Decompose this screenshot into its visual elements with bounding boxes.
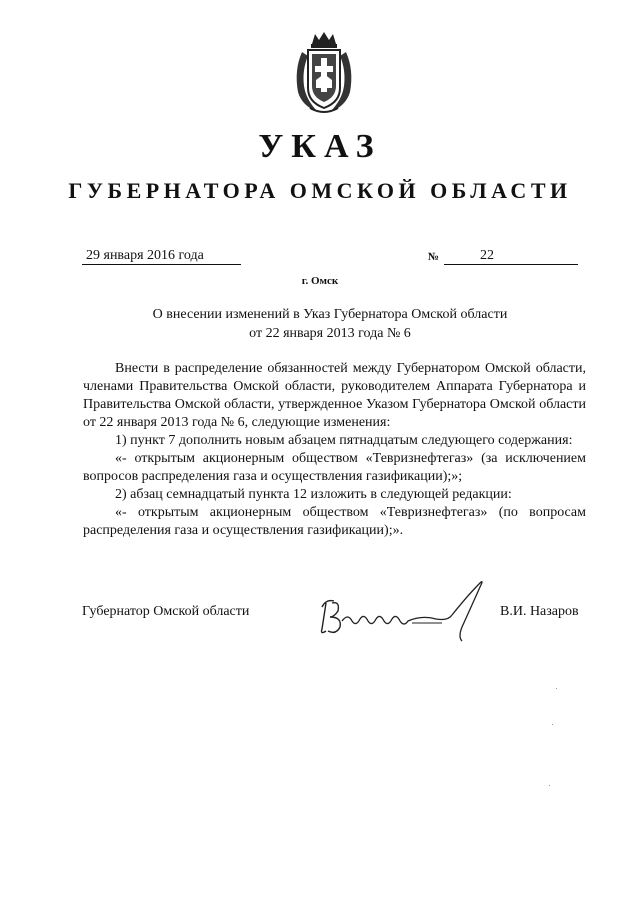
decree-date: 29 января 2016 года <box>82 247 241 265</box>
body-paragraph: Внести в распределение обязанностей между Губернатором Омской области, членами Правительства Омской области, руководителем Аппарата Губернатора и Правительства Омской области, утвержденное Указом Губернатора Омской области от 22 января 2013 года № 6, следующие изменения: <box>83 361 586 430</box>
subject-line-2: от 22 января 2013 года № 6 <box>249 326 411 341</box>
subject-line-1: О внесении изменений в Указ Губернатора Омской области <box>152 307 508 322</box>
scan-speck <box>549 785 550 786</box>
decree-body <box>83 360 586 540</box>
handwritten-signature-icon <box>312 577 487 647</box>
signatory-title: Губернатор Омской области <box>82 604 250 619</box>
city-label: г. Омск <box>301 275 339 287</box>
decree-number: 22 <box>444 247 578 265</box>
scan-speck <box>556 688 557 689</box>
decree-title: УКАЗ <box>258 128 382 165</box>
omsk-coat-of-arms-icon <box>288 30 360 118</box>
body-paragraph: 1) пункт 7 дополнить новым абзацем пятнадцатым следующего содержания: <box>115 433 573 448</box>
scan-speck <box>552 724 553 725</box>
decree-subtitle: ГУБЕРНАТОРА ОМСКОЙ ОБЛАСТИ <box>68 178 572 203</box>
signatory-name: В.И. Назаров <box>500 604 579 619</box>
body-paragraph: «- открытым акционерным обществом «Тевризнефтегаз» (за исключением вопросов распределения газа и осуществления газификации);»; <box>83 451 586 484</box>
number-sign: № <box>428 251 440 263</box>
body-paragraph: 2) абзац семнадцатый пункта 12 изложить в следующей редакции: <box>115 487 512 502</box>
decree-subject <box>80 305 580 343</box>
body-paragraph: «- открытым акционерным обществом «Тевризнефтегаз» (по вопросам распределения газа и осуществления газификации);». <box>83 505 586 538</box>
